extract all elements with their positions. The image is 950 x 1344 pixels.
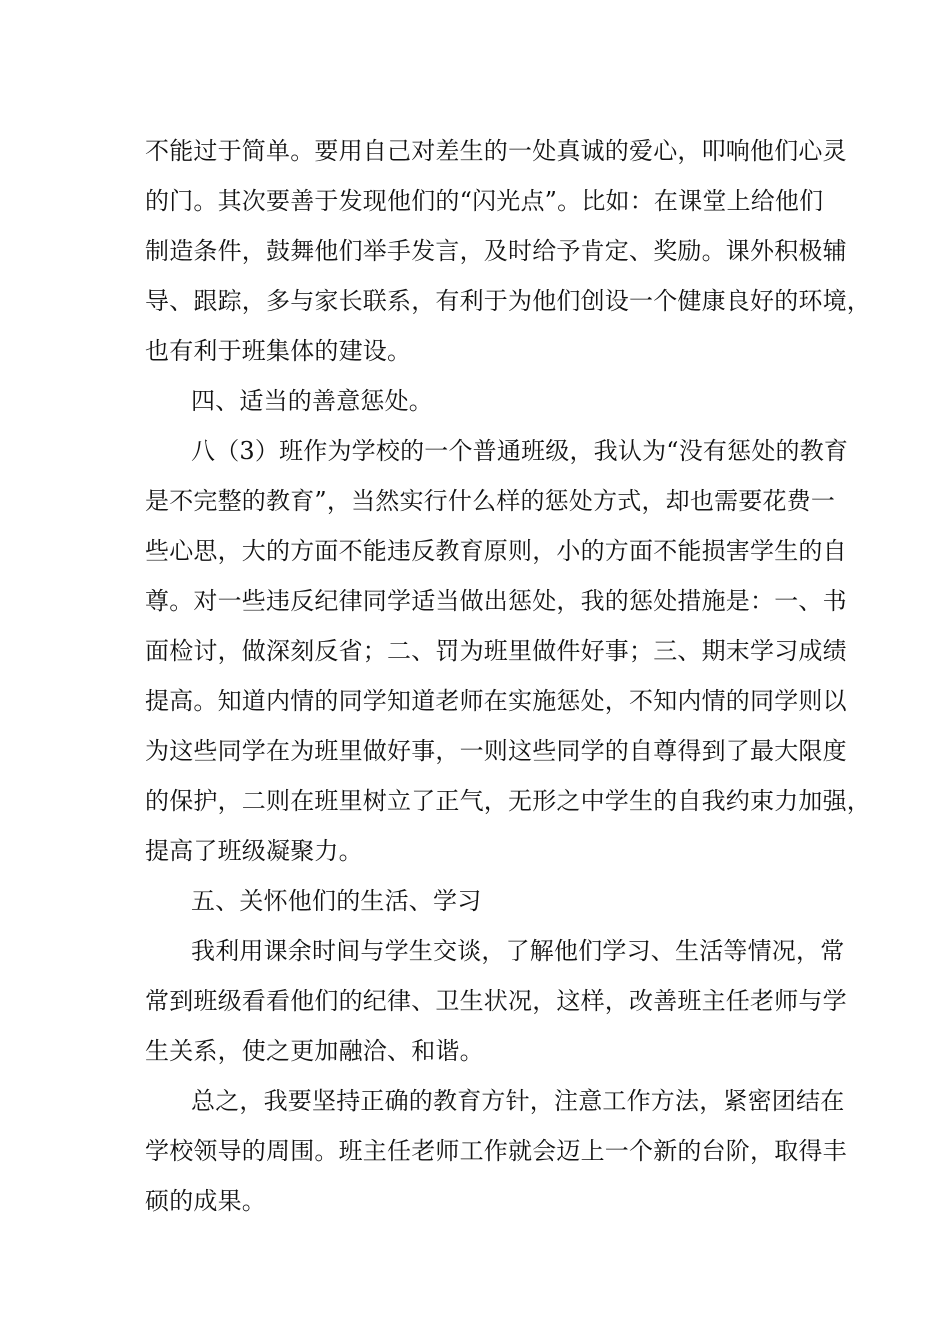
text-line: 提高。知道内情的同学知道老师在实施惩处，不知内情的同学则以 (145, 687, 847, 715)
text-line: 的保护，二则在班里树立了正气，无形之中学生的自我约束力加强， (145, 787, 871, 815)
text-line: 尊。对一些违反纪律同学适当做出惩处，我的惩处措施是：一、书 (145, 587, 847, 615)
text-line: 的门。其次要善于发现他们的“闪光点”。比如：在课堂上给他们 (145, 187, 824, 215)
text-line: 些心思，大的方面不能违反教育原则，小的方面不能损害学生的自 (145, 537, 847, 565)
text-line: 硕的成果。 (145, 1187, 266, 1215)
text-line: 不能过于简单。要用自己对差生的一处真诚的爱心，叩响他们心灵 (145, 137, 847, 165)
text-line: 导、跟踪，多与家长联系，有利于为他们创设一个健康良好的环境， (145, 287, 871, 315)
section-heading: 五、关怀他们的生活、学习 (191, 887, 482, 915)
text-line: 我利用课余时间与学生交谈，了解他们学习、生活等情况，常 (191, 937, 845, 965)
section-heading: 四、适当的善意惩处。 (191, 387, 433, 415)
text-line: 总之，我要坚持正确的教育方针，注意工作方法，紧密团结在 (191, 1087, 845, 1115)
text-line: 提高了班级凝聚力。 (145, 837, 363, 865)
text-line: 为这些同学在为班里做好事，一则这些同学的自尊得到了最大限度 (145, 737, 847, 765)
text-line: 也有利于班集体的建设。 (145, 337, 412, 365)
text-line: 是不完整的教育”，当然实行什么样的惩处方式，却也需要花费一 (145, 487, 836, 515)
text-line: 生关系，使之更加融洽、和谐。 (145, 1037, 484, 1065)
text-line: 面检讨，做深刻反省；二、罚为班里做件好事；三、期末学习成绩 (145, 637, 847, 665)
text-line: 八（3）班作为学校的一个普通班级，我认为“没有惩处的教育 (191, 437, 849, 465)
text-line: 制造条件，鼓舞他们举手发言，及时给予肯定、奖励。课外积极辅 (145, 237, 847, 265)
text-line: 学校领导的周围。班主任老师工作就会迈上一个新的台阶，取得丰 (145, 1137, 847, 1165)
text-line: 常到班级看看他们的纪律、卫生状况，这样，改善班主任老师与学 (145, 987, 847, 1015)
